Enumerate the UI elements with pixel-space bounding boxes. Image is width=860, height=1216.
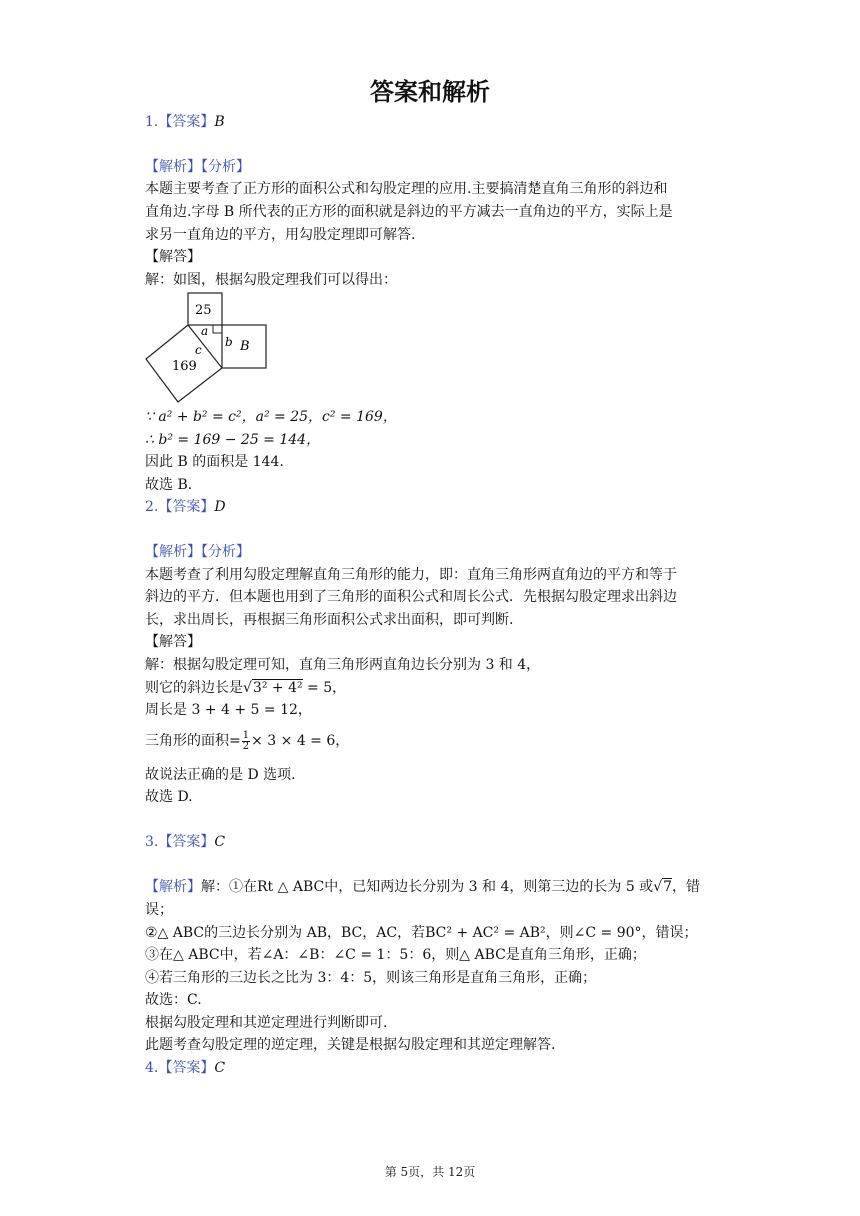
q3-analysis-heading: 【解析】 — [145, 879, 201, 895]
q1-step-2: ∴ b² = 169 − 25 = 144， — [145, 432, 321, 448]
side-b-label: b — [225, 335, 233, 349]
q4-answer-value: C — [214, 1060, 226, 1076]
q3-line-1-radicand: 7 — [663, 879, 673, 895]
q2-solve-line-1: 解：根据勾股定理可知，直角三角形两直角边长分别为 3 和 4， — [145, 657, 541, 673]
q2-analysis-line-2: 斜边的平方．但本题也用到了三角形的面积公式和周长公式．先根据勾股定理求出斜边 — [145, 589, 677, 605]
q2-area-fraction — [242, 731, 250, 752]
q3-line-2: 误； — [145, 902, 173, 918]
sqrt-sign: √ — [653, 879, 663, 895]
q2-answer-label: 【答案】 — [158, 499, 215, 515]
q2-answer-value: D — [214, 499, 226, 515]
q1-step-3: 因此 B 的面积是 144. — [145, 454, 284, 470]
q3-answer-value: C — [214, 834, 226, 850]
q3-answer-label: 【答案】 — [158, 834, 215, 850]
q3-line-5: ④若三角形的三边长之比为 3：4：5，则该三角形是直角三角形，正确； — [145, 970, 597, 986]
square-a-label: 25 — [195, 303, 212, 318]
q3-line-7: 根据勾股定理和其逆定理进行判断即可. — [145, 1015, 388, 1031]
fraction-numerator: 1 — [242, 729, 250, 741]
q1-step-1: ∵ a² + b² = c²，a² = 25，c² = 169， — [145, 409, 397, 425]
page-title: 答案和解析 — [370, 78, 490, 106]
q3-answer-line — [145, 831, 225, 853]
q2-hyp-radicand: 3² + 4² — [252, 680, 303, 696]
q2-answer-line — [145, 496, 226, 518]
q2-solve-heading: 【解答】 — [145, 634, 201, 650]
q2-hyp-suffix: = 5， — [302, 680, 347, 696]
q1-analysis-line-3: 求另一直角边的平方，用勾股定理即可解答. — [145, 227, 416, 243]
q2-analysis-line-3: 长，求出周长，再根据三角形面积公式求出面积，即可判断. — [145, 612, 514, 628]
q1-step-4: 故选 B. — [145, 477, 193, 493]
q2-area-suffix: × 3 × 4 = 6， — [251, 733, 350, 749]
q1-answer-line — [145, 111, 225, 133]
q3-line-1 — [145, 876, 700, 898]
q2-conclusion-1: 故说法正确的是 D 选项. — [145, 767, 296, 783]
side-c-label: c — [195, 343, 202, 357]
q2-conclusion-2: 故选 D. — [145, 789, 193, 805]
square-c-label: 169 — [172, 359, 197, 374]
q1-number: 1. — [145, 114, 159, 130]
q1-analysis-line-2: 直角边.字母 B 所代表的正方形的面积就是斜边的平方减去一直角边的平方，实际上是 — [145, 204, 673, 220]
q2-number: 2. — [145, 499, 159, 515]
q2-area-prefix: 三角形的面积= — [145, 733, 241, 749]
q2-analysis-line-1: 本题考查了利用勾股定理解直角三角形的能力，即：直角三角形两直角边的平方和等于 — [145, 567, 677, 583]
q4-answer-label: 【答案】 — [158, 1060, 215, 1076]
q2-perimeter: 周长是 3 + 4 + 5 = 12， — [145, 702, 312, 718]
page-footer: 第 5页，共 12页 — [384, 1165, 476, 1179]
q1-solve-intro: 解：如图，根据勾股定理我们可以得出： — [145, 272, 397, 288]
fraction-denominator: 2 — [242, 740, 250, 752]
q4-answer-line — [145, 1057, 225, 1079]
q1-answer-value: B — [214, 114, 225, 130]
q1-answer-label: 【答案】 — [158, 114, 215, 130]
q3-line-6: 故选：C. — [145, 992, 202, 1008]
q3-line-1-tail: ，错 — [672, 879, 701, 895]
q1-solve-heading: 【解答】 — [145, 249, 201, 265]
q2-hypotenuse-line — [145, 677, 346, 699]
q2-hyp-prefix: 则它的斜边长是 — [145, 680, 243, 696]
q2-analysis-heading: 【解析】【分析】 — [145, 544, 250, 560]
q3-line-4: ③在△ ABC中，若∠A：∠B：∠C = 1：5：6，则△ ABC是直角三角形，正确； — [145, 947, 646, 963]
pythagoras-squares-figure — [145, 292, 270, 404]
side-a-label: a — [201, 324, 209, 338]
q3-line-1-main: 解：①在Rt △ ABC中，已知两边长分别为 3 和 4，则第三边的长为 5 或 — [201, 879, 654, 895]
q2-area-line — [145, 730, 349, 752]
q1-analysis-line-1: 本题主要考查了正方形的面积公式和勾股定理的应用.主要搞清楚直角三角形的斜边和 — [145, 181, 668, 197]
q1-analysis-heading: 【解析】【分析】 — [145, 159, 250, 175]
square-b-label: B — [240, 339, 250, 354]
q3-line-8: 此题考查勾股定理的逆定理，关键是根据勾股定理和其逆定理解答. — [145, 1037, 556, 1053]
q3-number: 3. — [145, 834, 159, 850]
q3-line-3: ②△ ABC的三边长分别为 AB，BC，AC，若BC² + AC² = AB²，则∠C = 90°，错误； — [145, 925, 698, 941]
q4-number: 4. — [145, 1060, 159, 1076]
sqrt-sign: √ — [243, 680, 252, 696]
